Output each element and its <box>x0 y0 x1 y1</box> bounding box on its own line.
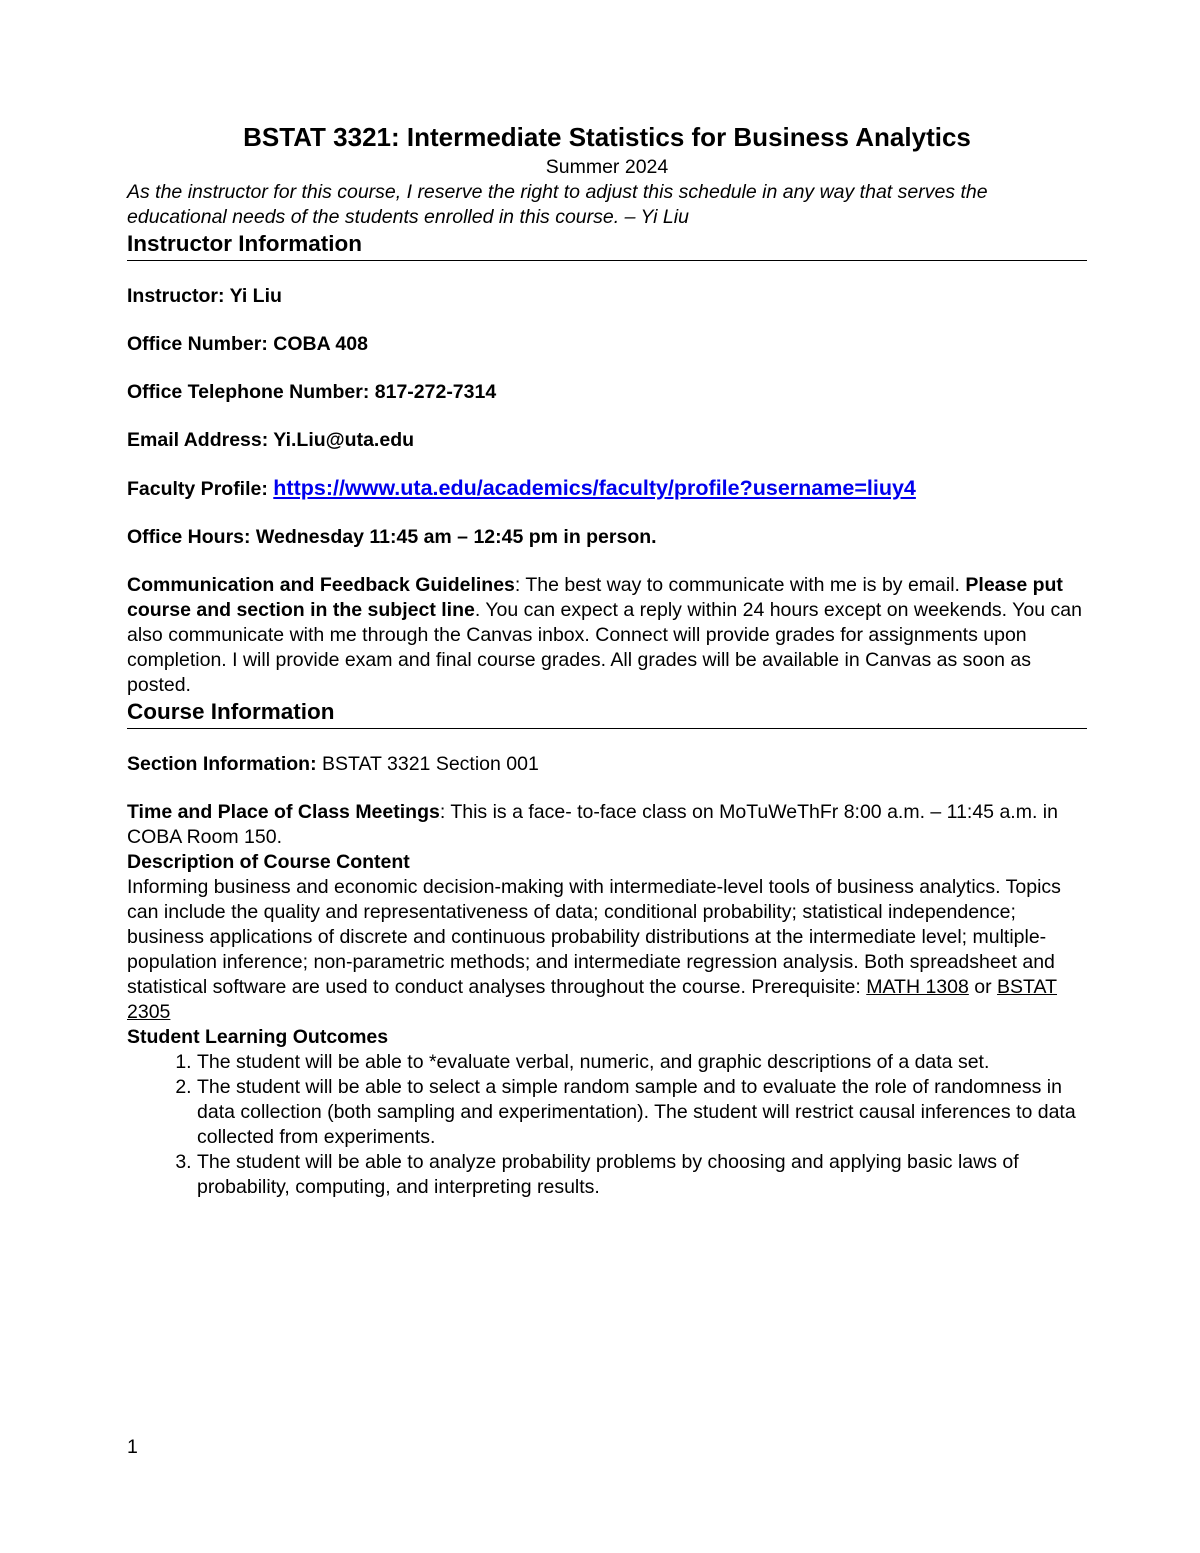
section-information-label: Section Information: <box>127 753 317 775</box>
page-title: BSTAT 3321: Intermediate Statistics for Business Analytics <box>243 122 971 152</box>
communication-emphasis: Please put course and section in the subject line <box>127 574 1063 621</box>
page-number: 1 <box>127 1436 138 1458</box>
communication-text-2: . You can expect a reply within 24 hours except on weekends. You can also communicate with me through the Canvas inbox. Connect will provide grades for assignments upon completion. I will provide exam and final course grades. All grades will be available in Canvas as soon as posted. <box>127 599 1082 696</box>
faculty-profile-link[interactable]: https://www.uta.edu/academics/faculty/profile?username=liuy4 <box>273 476 916 500</box>
email-address: Email Address: Yi.Liu@uta.edu <box>127 429 415 451</box>
prerequisite-or: or <box>968 976 998 998</box>
learning-outcomes-list <box>127 1050 1087 1200</box>
course-description-text: Informing business and economic decision-making with intermediate-level tools of business analytics. Topics can include the quality and representativeness of data; conditional probability; statistical independence; business applications of discrete and continuous probability distributions at the intermediate level; multiple-population inference; non-parametric methods; and intermediate regression analysis. Both spreadsheet and statistical software are used to conduct analyses throughout the course. Prerequisite: <box>127 876 1061 998</box>
learning-outcome-item: 3. The student will be able to analyze probability problems by choosing and applying basic laws of probability, computing, and interpreting results. <box>197 1150 1087 1200</box>
course-description <box>127 875 1087 1025</box>
instructor-disclaimer: As the instructor for this course, I reserve the right to adjust this schedule in any way that serves the educational needs of the students enrolled in this course. – Yi Liu <box>127 181 988 228</box>
section-information <box>127 752 1087 777</box>
learning-outcomes-heading: Student Learning Outcomes <box>127 1026 389 1048</box>
course-information-heading: Course Information <box>127 698 1087 729</box>
instructor-name: Instructor: Yi Liu <box>127 285 282 307</box>
class-meetings <box>127 800 1087 850</box>
learning-outcome-item: 2. The student will be able to select a simple random sample and to evaluate the role of randomness in data collection (both sampling and experimentation). The student will restrict causal inferences to data collected from experiments. <box>197 1075 1087 1150</box>
document-body <box>127 120 1087 1200</box>
office-hours: Office Hours: Wednesday 11:45 am – 12:45 pm in person. <box>127 526 657 548</box>
section-information-value: BSTAT 3321 Section 001 <box>316 753 539 775</box>
faculty-profile <box>127 476 1087 502</box>
class-meetings-label: Time and Place of Class Meetings <box>127 801 440 823</box>
prerequisite-math: MATH 1308 <box>866 976 969 998</box>
office-number: Office Number: COBA 408 <box>127 333 368 355</box>
course-description-heading: Description of Course Content <box>127 851 410 873</box>
learning-outcome-item: 1. The student will be able to *evaluate verbal, numeric, and graphic descriptions of a data set. <box>197 1050 1087 1075</box>
office-telephone: Office Telephone Number: 817-272-7314 <box>127 381 497 403</box>
communication-label: Communication and Feedback Guidelines <box>127 574 515 596</box>
term-subtitle: Summer 2024 <box>545 156 669 178</box>
prerequisite-bstat: BSTAT 2305 <box>127 976 1057 1023</box>
communication-guidelines <box>127 573 1087 698</box>
faculty-profile-label: Faculty Profile: <box>127 478 274 500</box>
class-meetings-value: : This is a face- to-face class on MoTuWeThFr 8:00 a.m. – 11:45 a.m. in COBA Room 150. <box>127 801 1058 848</box>
communication-text-1: : The best way to communicate with me is by email. <box>514 574 966 596</box>
instructor-information-heading: Instructor Information <box>127 230 1087 261</box>
